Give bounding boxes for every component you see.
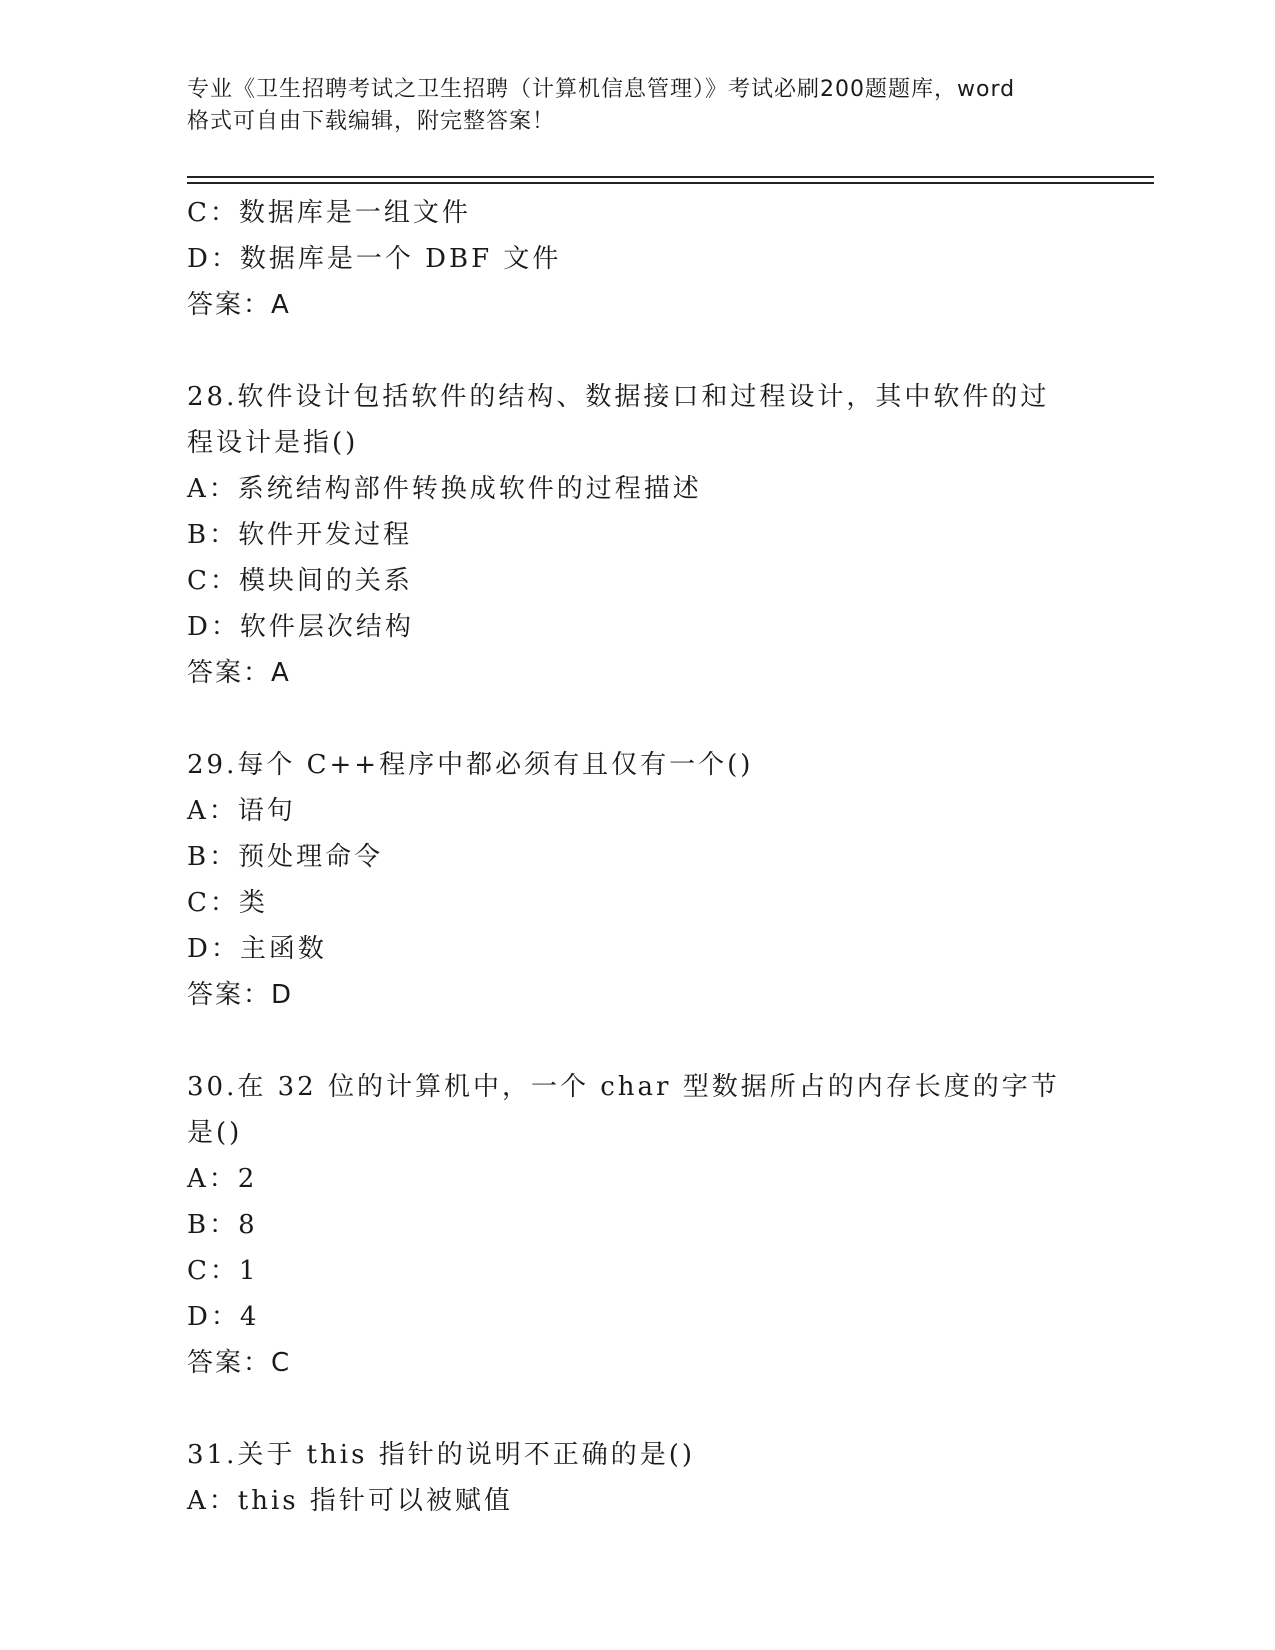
option-text: 类 [238,888,268,918]
option-text: 8 [238,1210,258,1240]
option-letter: D： [187,934,240,964]
document-header [187,74,1087,138]
option-text: 语句 [237,796,296,826]
header-line-1: 专业《卫生招聘考试之卫生招聘（计算机信息管理）》考试必刷200题题库，word [187,77,1016,102]
option-letter: B： [187,1210,239,1240]
option-letter: D： [187,612,240,642]
option-text: 4 [239,1302,260,1332]
header-rule-top [187,176,1154,178]
answer: 答案：A [187,658,291,688]
option-letter: D： [187,244,240,274]
option-letter: A： [187,474,238,504]
option-a [187,1478,1087,1524]
option-text: 主函数 [239,934,327,964]
option-d [187,1294,1087,1340]
option-d [187,236,1087,282]
option-letter: A： [187,1486,238,1516]
header-line-2: 格式可自由下载编辑，附完整答案！ [187,109,556,134]
option-letter: C： [187,566,239,596]
option-text: 预处理命令 [238,842,384,872]
option-text: 软件开发过程 [238,520,413,550]
option-text: this 指针可以被赋值 [237,1486,513,1516]
option-b [187,512,1087,558]
question-stem: 31.关于 this 指针的说明不正确的是() [187,1440,696,1470]
question-block [187,1432,1087,1524]
option-b [187,834,1087,880]
question-block [187,742,1087,1018]
answer: 答案：A [187,290,291,320]
option-c [187,1248,1087,1294]
option-text: 系统结构部件转换成软件的过程描述 [237,474,702,504]
question-stem: 29.每个 C++程序中都必须有且仅有一个() [187,750,754,780]
option-a [187,788,1087,834]
option-letter: A： [187,1164,238,1194]
option-c [187,880,1087,926]
option-letter: C： [187,1256,239,1286]
header-rule-bottom [187,182,1154,184]
option-letter: D： [187,1302,240,1332]
option-a [187,466,1087,512]
answer: 答案：C [187,1348,292,1378]
option-letter: C： [187,888,239,918]
question-block [187,190,1087,328]
question-list [187,190,1087,1524]
option-text: 1 [238,1256,259,1286]
answer: 答案：D [187,980,294,1010]
option-text: 2 [237,1164,258,1194]
option-letter: A： [187,796,238,826]
option-text: 数据库是一组文件 [238,198,471,228]
option-c [187,558,1087,604]
question-block [187,374,1087,696]
option-b [187,1202,1087,1248]
question-stem: 28.软件设计包括软件的结构、数据接口和过程设计，其中软件的过程设计是指() [187,382,1050,458]
option-d [187,926,1087,972]
option-letter: C： [187,198,239,228]
question-block [187,1064,1087,1386]
option-text: 模块间的关系 [238,566,413,596]
option-letter: B： [187,842,239,872]
question-stem: 30.在 32 位的计算机中，一个 char 型数据所占的内存长度的字节是() [187,1072,1060,1148]
option-text: 数据库是一个 DBF 文件 [239,244,562,274]
option-text: 软件层次结构 [239,612,414,642]
option-letter: B： [187,520,239,550]
option-d [187,604,1087,650]
option-c [187,190,1087,236]
option-a [187,1156,1087,1202]
